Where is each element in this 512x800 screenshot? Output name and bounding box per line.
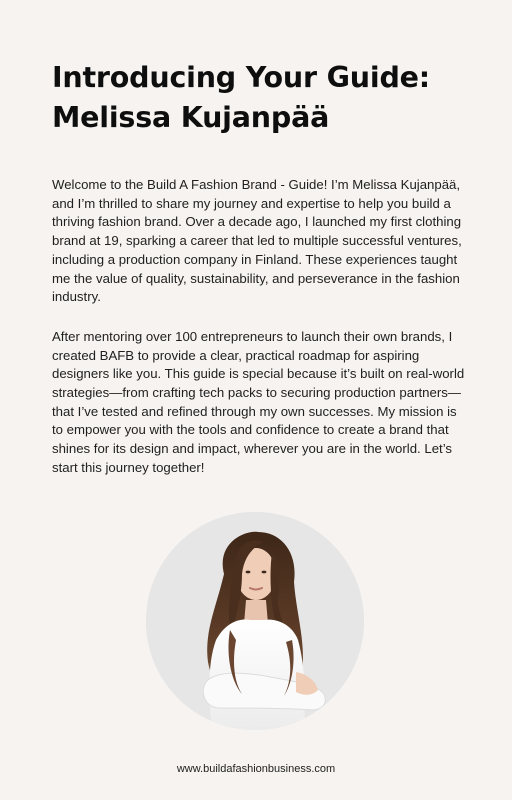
intro-paragraph-2: After mentoring over 100 entrepreneurs to launch their own brands, I created BAFB to provide a clear, practical roadmap for aspiring designers like you. This guide is special because it’s built on real-world strategies—from crafting tech packs to securing production partners—that I’ve tested and refined through my own successes. My mission is to empower you with the tools and confidence to create a brand that shines for its design and impact, wherever you are in the world. Let’s start this journey together!: [52, 328, 465, 475]
author-portrait: [146, 512, 364, 730]
footer-website-url[interactable]: www.buildafashionbusiness.com: [176, 763, 336, 775]
intro-body: [52, 176, 470, 499]
title-line-2: Melissa Kujanpää: [52, 101, 330, 134]
title-line-1: Introducing Your Guide:: [52, 61, 430, 94]
portrait-illustration: [146, 512, 364, 730]
intro-paragraph-1: Welcome to the Build A Fashion Brand - Guide! I’m Melissa Kujanpää, and I’m thrilled to share my journey and expertise to help you build a thriving fashion brand. Over a decade ago, I launched my first clothing brand at 19, sparking a career that led to multiple successful ventures, including a production company in Finland. These experiences taught me the value of quality, sustainability, and perseverance in the fashion industry.: [52, 177, 462, 305]
page-title: [52, 58, 472, 138]
